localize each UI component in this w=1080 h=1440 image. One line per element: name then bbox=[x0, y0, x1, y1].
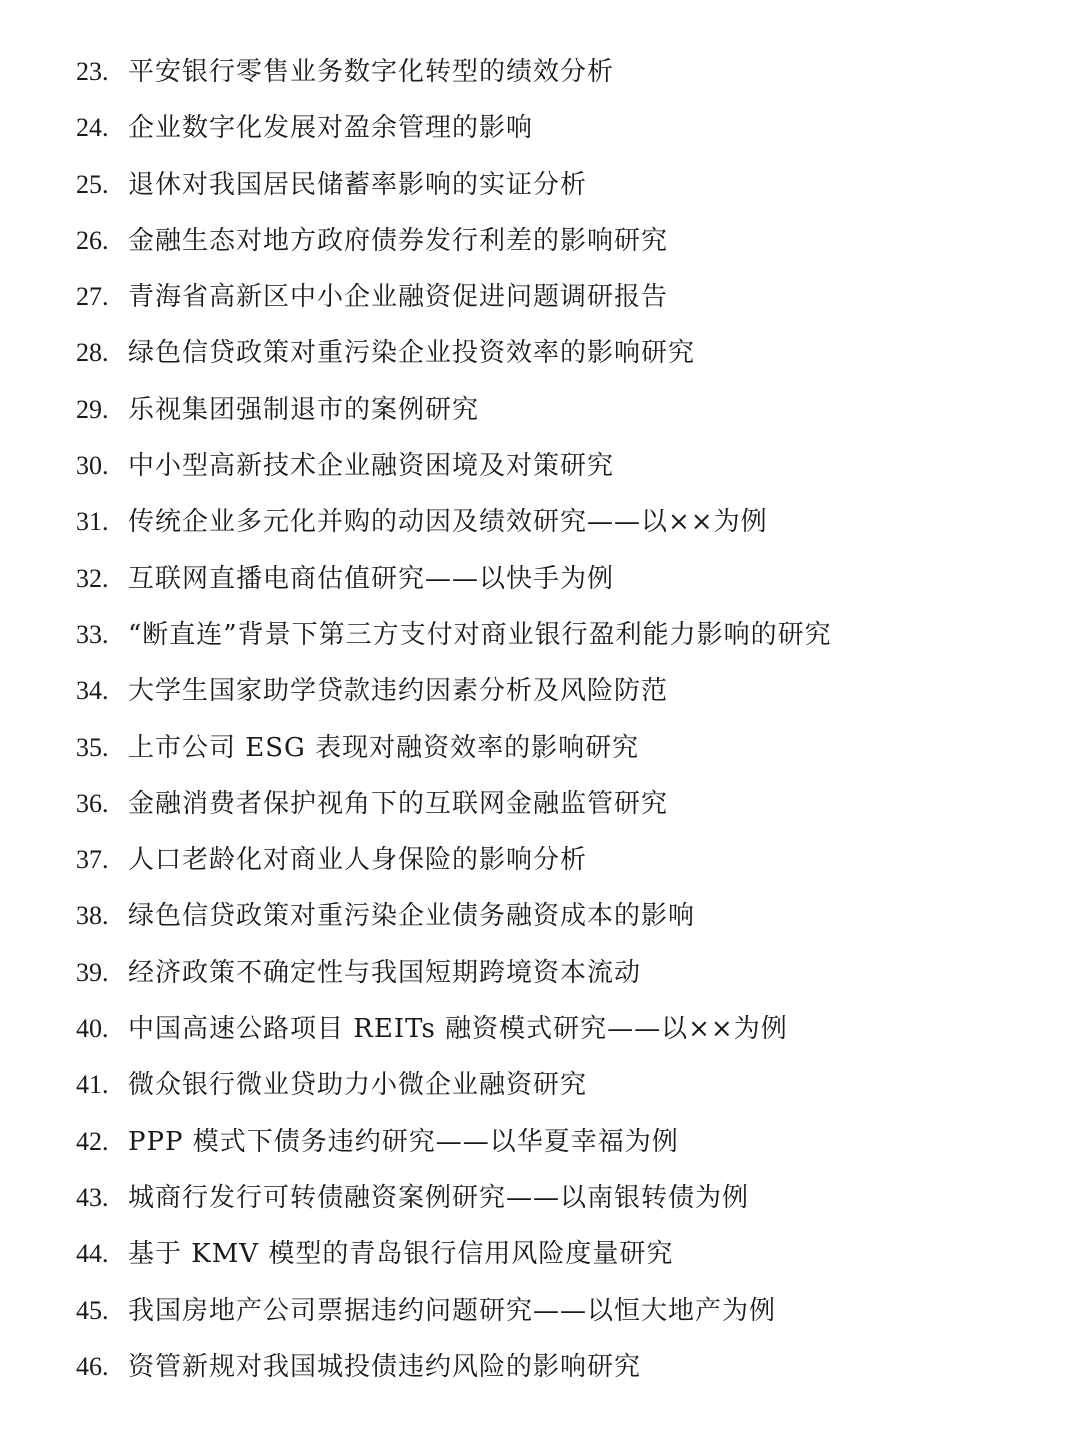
list-item bbox=[76, 382, 1056, 438]
topic-number: 30. bbox=[76, 451, 109, 481]
list-item bbox=[76, 945, 1056, 1001]
list-item bbox=[76, 1114, 1056, 1170]
topic-title: 金融消费者保护视角下的互联网金融监管研究 bbox=[128, 788, 669, 819]
topic-title: 金融生态对地方政府债券发行利差的影响研究 bbox=[128, 225, 669, 256]
topic-number: 34. bbox=[76, 676, 109, 706]
topic-number: 23. bbox=[76, 57, 109, 86]
topic-number: 37. bbox=[76, 845, 109, 875]
topic-number: 42. bbox=[76, 1126, 109, 1156]
list-item bbox=[76, 607, 1056, 663]
topic-number: 31. bbox=[76, 507, 109, 537]
topic-title: 传统企业多元化并购的动因及绩效研究——以××为例 bbox=[128, 507, 768, 538]
topic-list bbox=[76, 44, 1056, 1395]
list-item bbox=[76, 1339, 1056, 1395]
topic-number: 44. bbox=[76, 1239, 109, 1269]
topic-title: 经济政策不确定性与我国短期跨境资本流动 bbox=[128, 957, 642, 988]
topic-number: 40. bbox=[76, 1014, 109, 1044]
topic-number: 38. bbox=[76, 901, 109, 931]
topic-number: 26. bbox=[76, 225, 109, 255]
list-item bbox=[76, 888, 1056, 944]
list-item bbox=[76, 551, 1056, 607]
topic-number: 36. bbox=[76, 788, 109, 818]
topic-title: 人口老龄化对商业人身保险的影响分析 bbox=[128, 845, 588, 876]
list-item bbox=[76, 157, 1056, 213]
topic-title: 上市公司 ESG 表现对融资效率的影响研究 bbox=[128, 732, 640, 763]
list-item bbox=[76, 1170, 1056, 1226]
list-item bbox=[76, 663, 1056, 719]
topic-title: 基于 KMV 模型的青岛银行信用风险度量研究 bbox=[128, 1239, 674, 1270]
topic-title: “断直连”背景下第三方支付对商业银行盈利能力影响的研究 bbox=[128, 619, 832, 650]
topic-title: 我国房地产公司票据违约问题研究——以恒大地产为例 bbox=[128, 1295, 777, 1326]
topic-title: PPP 模式下债务违约研究——以华夏幸福为例 bbox=[128, 1126, 679, 1157]
topic-number: 43. bbox=[76, 1182, 109, 1212]
topic-title: 乐视集团强制退市的案例研究 bbox=[128, 394, 480, 425]
list-item bbox=[76, 1057, 1056, 1113]
list-item bbox=[76, 269, 1056, 325]
list-item bbox=[76, 1001, 1056, 1057]
topic-title: 互联网直播电商估值研究——以快手为例 bbox=[128, 563, 615, 594]
topic-number: 28. bbox=[76, 338, 109, 368]
topic-title: 大学生国家助学贷款违约因素分析及风险防范 bbox=[128, 676, 669, 707]
topic-title: 中小型高新技术企业融资困境及对策研究 bbox=[128, 451, 615, 482]
list-item bbox=[76, 44, 1056, 100]
topic-number: 32. bbox=[76, 563, 109, 593]
topic-number: 35. bbox=[76, 732, 109, 762]
topic-title: 绿色信贷政策对重污染企业债务融资成本的影响 bbox=[128, 901, 696, 932]
list-item bbox=[76, 776, 1056, 832]
topic-number: 24. bbox=[76, 113, 109, 143]
topic-number: 33. bbox=[76, 619, 109, 649]
topic-number: 41. bbox=[76, 1070, 109, 1100]
topic-number: 45. bbox=[76, 1295, 109, 1325]
list-item bbox=[76, 832, 1056, 888]
list-item bbox=[76, 1226, 1056, 1282]
topic-title: 退休对我国居民储蓄率影响的实证分析 bbox=[128, 169, 588, 200]
list-item bbox=[76, 438, 1056, 494]
list-item bbox=[76, 213, 1056, 269]
list-item bbox=[76, 325, 1056, 381]
topic-title: 资管新规对我国城投债违约风险的影响研究 bbox=[128, 1351, 642, 1382]
topic-number: 39. bbox=[76, 957, 109, 987]
topic-title: 城商行发行可转债融资案例研究——以南银转债为例 bbox=[128, 1182, 750, 1213]
topic-title: 绿色信贷政策对重污染企业投资效率的影响研究 bbox=[128, 338, 696, 369]
list-item bbox=[76, 1283, 1056, 1339]
topic-number: 46. bbox=[76, 1351, 109, 1381]
topic-number: 27. bbox=[76, 282, 109, 312]
topic-title: 平安银行零售业务数字化转型的绩效分析 bbox=[128, 57, 615, 87]
topic-title: 中国高速公路项目 REITs 融资模式研究——以××为例 bbox=[128, 1014, 788, 1045]
topic-number: 29. bbox=[76, 394, 109, 424]
topic-title: 青海省高新区中小企业融资促进问题调研报告 bbox=[128, 282, 669, 313]
list-item bbox=[76, 100, 1056, 156]
list-item bbox=[76, 494, 1056, 550]
topic-title: 企业数字化发展对盈余管理的影响 bbox=[128, 113, 534, 144]
list-item bbox=[76, 720, 1056, 776]
topic-number: 25. bbox=[76, 169, 109, 199]
topic-title: 微众银行微业贷助力小微企业融资研究 bbox=[128, 1070, 588, 1101]
